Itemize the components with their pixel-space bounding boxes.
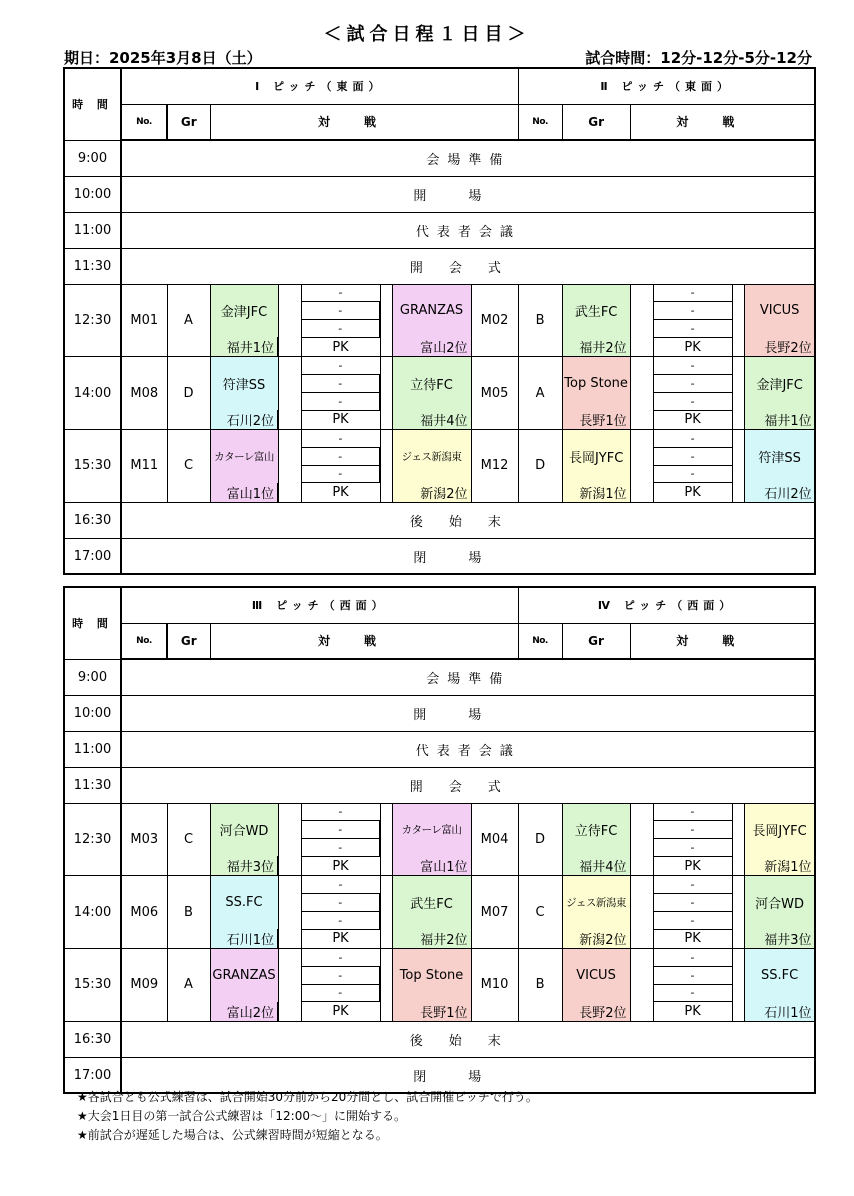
header-pitch-row <box>64 68 815 104</box>
group-cell: C <box>167 803 210 876</box>
pk-label: PK <box>653 1002 732 1022</box>
time-cell: 10:00 <box>64 695 121 731</box>
match-row <box>64 876 815 894</box>
score-1: - <box>653 803 732 821</box>
match-number: M06 <box>121 876 167 949</box>
group-cell: A <box>518 357 562 430</box>
time-cell: 11:30 <box>64 767 121 803</box>
note-item: ★各試合とも公式練習は、試合開始30分前から20分間とし、試合開催ピッチで行う。 <box>77 1090 538 1104</box>
pk-label: PK <box>301 337 380 357</box>
away-rank: 新潟2位 <box>392 483 471 503</box>
score-right <box>380 803 392 876</box>
home-team: SS.FC <box>210 876 278 929</box>
event-row <box>64 140 815 176</box>
score-3: - <box>653 984 732 1002</box>
score-right <box>732 949 744 1022</box>
header-pitch-row <box>64 587 815 623</box>
away-team: 符津SS <box>744 430 815 483</box>
time-cell: 9:00 <box>64 659 121 695</box>
score-3: - <box>653 392 732 410</box>
score-left <box>278 357 301 430</box>
match-number: M09 <box>121 949 167 1022</box>
event-label: 後始末 <box>121 1021 815 1057</box>
home-rank: 石川2位 <box>210 410 278 430</box>
header-columns-row <box>64 104 815 140</box>
note-item: ★前試合が遅延した場合は、公式練習時間が短縮となる。 <box>77 1128 388 1142</box>
away-rank: 富山2位 <box>392 337 471 357</box>
score-left <box>278 803 301 876</box>
event-date: 期日：2025年3月8日（土） <box>64 49 262 67</box>
group-cell: C <box>167 430 210 503</box>
group-cell: A <box>167 949 210 1022</box>
score-left <box>630 949 653 1022</box>
time-cell: 11:30 <box>64 248 121 284</box>
score-left <box>630 430 653 503</box>
no-header: No. <box>518 104 562 140</box>
score-right <box>380 430 392 503</box>
group-header: Gr <box>562 623 630 659</box>
schedule-table-east <box>63 67 816 575</box>
score-2: - <box>653 375 732 393</box>
event-row <box>64 1021 815 1057</box>
home-rank: 福井1位 <box>210 337 278 357</box>
score-left <box>278 949 301 1022</box>
score-right <box>380 876 392 949</box>
away-team: 武生FC <box>392 876 471 929</box>
event-row <box>64 538 815 574</box>
event-label: 閉場 <box>121 1057 815 1093</box>
event-row <box>64 248 815 284</box>
away-team: カターレ富山 <box>392 803 471 856</box>
away-team: SS.FC <box>744 949 815 1002</box>
home-team: Top Stone <box>562 357 630 410</box>
time-cell: 9:00 <box>64 140 121 176</box>
away-rank: 石川1位 <box>744 1002 815 1022</box>
away-team: 長岡JYFC <box>744 803 815 856</box>
home-team: カターレ富山 <box>210 430 278 483</box>
home-team: 符津SS <box>210 357 278 410</box>
home-rank: 富山2位 <box>210 1002 278 1022</box>
score-3: - <box>301 392 380 410</box>
away-rank: 長野1位 <box>392 1002 471 1022</box>
score-right <box>380 284 392 357</box>
score-2: - <box>301 966 380 984</box>
score-2: - <box>301 375 380 393</box>
group-cell: B <box>518 284 562 357</box>
score-right <box>732 803 744 876</box>
score-3: - <box>653 839 732 857</box>
home-team: 立待FC <box>562 803 630 856</box>
match-number: M03 <box>121 803 167 876</box>
match-row <box>64 357 815 375</box>
score-3: - <box>653 465 732 483</box>
match-number: M04 <box>471 803 518 876</box>
home-team: 武生FC <box>562 284 630 337</box>
event-label: 開場 <box>121 695 815 731</box>
score-2: - <box>653 966 732 984</box>
match-row <box>64 284 815 302</box>
away-team: 立待FC <box>392 357 471 410</box>
away-team: VICUS <box>744 284 815 337</box>
home-rank: 福井2位 <box>562 337 630 357</box>
event-label: 会場準備 <box>121 140 815 176</box>
time-cell: 14:00 <box>64 876 121 949</box>
pk-label: PK <box>301 1002 380 1022</box>
home-team: ジェス新潟東 <box>562 876 630 929</box>
time-cell: 16:30 <box>64 1021 121 1057</box>
score-1: - <box>301 949 380 967</box>
score-left <box>278 876 301 949</box>
pk-label: PK <box>301 483 380 503</box>
group-cell: A <box>167 284 210 357</box>
away-team: 河合WD <box>744 876 815 929</box>
away-team: 金津JFC <box>744 357 815 410</box>
pk-label: PK <box>301 929 380 949</box>
no-header: No. <box>121 104 167 140</box>
pk-label: PK <box>653 929 732 949</box>
group-header: Gr <box>167 623 210 659</box>
event-label: 後始末 <box>121 502 815 538</box>
score-1: - <box>301 876 380 894</box>
score-right <box>380 357 392 430</box>
time-cell: 15:30 <box>64 949 121 1022</box>
away-team: Top Stone <box>392 949 471 1002</box>
pk-label: PK <box>653 337 732 357</box>
match-number: M01 <box>121 284 167 357</box>
score-3: - <box>653 320 732 338</box>
event-row <box>64 176 815 212</box>
match-number: M10 <box>471 949 518 1022</box>
home-rank: 長野2位 <box>562 1002 630 1022</box>
event-row <box>64 659 815 695</box>
event-label: 代表者会議 <box>121 731 815 767</box>
time-cell: 17:00 <box>64 538 121 574</box>
group-cell: B <box>167 876 210 949</box>
time-cell: 15:30 <box>64 430 121 503</box>
match-number: M05 <box>471 357 518 430</box>
event-row <box>64 212 815 248</box>
score-right <box>732 876 744 949</box>
score-2: - <box>653 821 732 839</box>
match-duration: 試合時間：12分-12分-5分-12分 <box>585 49 812 67</box>
score-right <box>380 949 392 1022</box>
score-1: - <box>653 284 732 302</box>
group-header: Gr <box>167 104 210 140</box>
away-rank: 石川2位 <box>744 483 815 503</box>
score-2: - <box>301 447 380 465</box>
match-number: M02 <box>471 284 518 357</box>
pk-label: PK <box>301 410 380 430</box>
match-number: M12 <box>471 430 518 503</box>
score-2: - <box>301 821 380 839</box>
no-header: No. <box>121 623 167 659</box>
score-2: - <box>301 302 380 320</box>
score-1: - <box>653 876 732 894</box>
score-2: - <box>301 894 380 912</box>
group-cell: D <box>518 803 562 876</box>
score-1: - <box>653 357 732 375</box>
time-cell: 16:30 <box>64 502 121 538</box>
score-3: - <box>301 984 380 1002</box>
event-label: 開場 <box>121 176 815 212</box>
score-2: - <box>653 302 732 320</box>
time-header: 時 間 <box>64 587 121 659</box>
score-1: - <box>301 430 380 448</box>
home-rank: 長野1位 <box>562 410 630 430</box>
away-rank: 福井2位 <box>392 929 471 949</box>
time-cell: 17:00 <box>64 1057 121 1093</box>
event-row <box>64 695 815 731</box>
vs-header: 対戦 <box>630 104 815 140</box>
pk-label: PK <box>653 483 732 503</box>
score-left <box>630 284 653 357</box>
score-left <box>630 803 653 876</box>
vs-header: 対戦 <box>210 623 518 659</box>
score-1: - <box>301 284 380 302</box>
home-team: 河合WD <box>210 803 278 856</box>
score-1: - <box>653 949 732 967</box>
vs-header: 対戦 <box>630 623 815 659</box>
event-row <box>64 502 815 538</box>
group-header: Gr <box>562 104 630 140</box>
event-label: 会場準備 <box>121 659 815 695</box>
home-rank: 新潟1位 <box>562 483 630 503</box>
home-rank: 福井4位 <box>562 856 630 876</box>
away-rank: 富山1位 <box>392 856 471 876</box>
away-rank: 福井4位 <box>392 410 471 430</box>
score-3: - <box>301 320 380 338</box>
score-right <box>732 357 744 430</box>
home-team: 長岡JYFC <box>562 430 630 483</box>
time-cell: 12:30 <box>64 284 121 357</box>
home-rank: 新潟2位 <box>562 929 630 949</box>
time-cell: 12:30 <box>64 803 121 876</box>
home-rank: 富山1位 <box>210 483 278 503</box>
page-title: ＜試合日程１日目＞ <box>323 24 531 45</box>
pk-label: PK <box>653 856 732 876</box>
pitch-title-right: Ⅳ ピッチ（西面） <box>518 587 815 623</box>
score-right <box>732 430 744 503</box>
score-1: - <box>301 357 380 375</box>
note-item: ★大会1日目の第一試合公式練習は「12:00～」に開始する。 <box>77 1109 406 1123</box>
home-team: VICUS <box>562 949 630 1002</box>
score-3: - <box>301 911 380 929</box>
score-1: - <box>653 430 732 448</box>
time-header: 時 間 <box>64 68 121 140</box>
score-3: - <box>301 839 380 857</box>
event-row <box>64 767 815 803</box>
away-rank: 長野2位 <box>744 337 815 357</box>
home-team: 金津JFC <box>210 284 278 337</box>
home-rank: 石川1位 <box>210 929 278 949</box>
time-cell: 11:00 <box>64 731 121 767</box>
pitch-title-left: Ⅲ ピッチ（西面） <box>121 587 518 623</box>
match-number: M11 <box>121 430 167 503</box>
home-team: GRANZAS <box>210 949 278 1002</box>
home-rank: 福井3位 <box>210 856 278 876</box>
away-team: GRANZAS <box>392 284 471 337</box>
score-1: - <box>301 803 380 821</box>
pitch-title-left: Ⅰ ピッチ（東面） <box>121 68 518 104</box>
score-2: - <box>653 894 732 912</box>
notes <box>77 1088 538 1145</box>
match-row <box>64 803 815 821</box>
match-row <box>64 949 815 967</box>
pitch-title-right: Ⅱ ピッチ（東面） <box>518 68 815 104</box>
match-row <box>64 430 815 448</box>
event-label: 閉場 <box>121 538 815 574</box>
vs-header: 対戦 <box>210 104 518 140</box>
header-columns-row <box>64 623 815 659</box>
match-number: M08 <box>121 357 167 430</box>
pk-label: PK <box>653 410 732 430</box>
group-cell: D <box>167 357 210 430</box>
pk-label: PK <box>301 856 380 876</box>
score-left <box>278 284 301 357</box>
away-team: ジェス新潟東 <box>392 430 471 483</box>
time-cell: 14:00 <box>64 357 121 430</box>
group-cell: B <box>518 949 562 1022</box>
group-cell: C <box>518 876 562 949</box>
score-left <box>630 357 653 430</box>
event-label: 代表者会議 <box>121 212 815 248</box>
away-rank: 福井1位 <box>744 410 815 430</box>
score-left <box>278 430 301 503</box>
score-3: - <box>301 465 380 483</box>
score-right <box>732 284 744 357</box>
schedule-table-west <box>63 586 816 1094</box>
score-3: - <box>653 911 732 929</box>
away-rank: 新潟1位 <box>744 856 815 876</box>
score-2: - <box>653 447 732 465</box>
time-cell: 10:00 <box>64 176 121 212</box>
group-cell: D <box>518 430 562 503</box>
event-label: 開会式 <box>121 248 815 284</box>
event-label: 開会式 <box>121 767 815 803</box>
event-row <box>64 731 815 767</box>
match-number: M07 <box>471 876 518 949</box>
no-header: No. <box>518 623 562 659</box>
away-rank: 福井3位 <box>744 929 815 949</box>
time-cell: 11:00 <box>64 212 121 248</box>
score-left <box>630 876 653 949</box>
